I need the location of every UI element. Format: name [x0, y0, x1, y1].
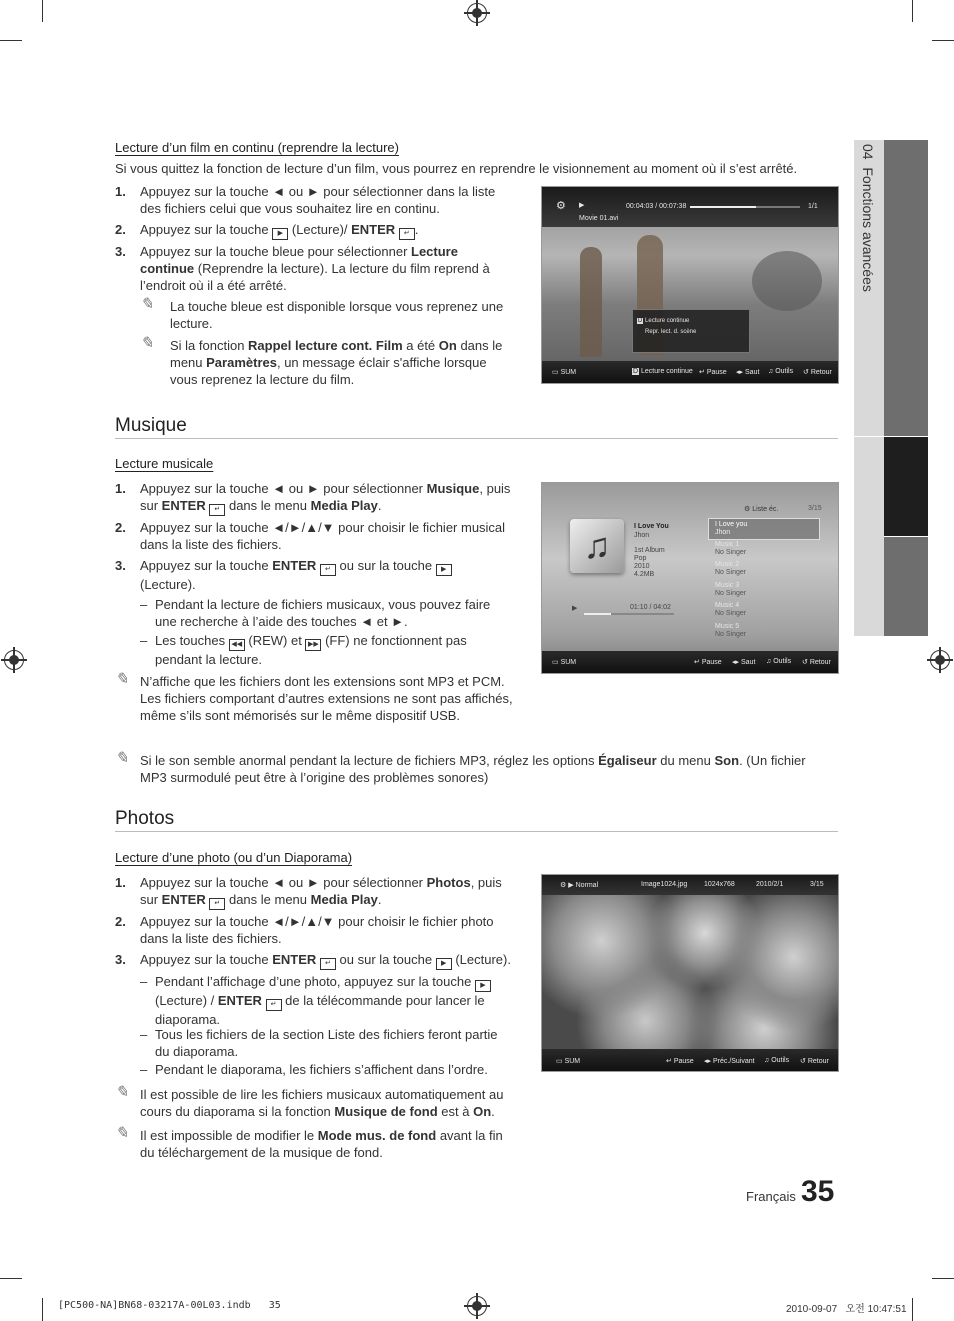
resume-popup: D Lecture continue Repr. lect. d. scène	[632, 309, 750, 353]
registration-mark-left	[4, 650, 24, 670]
film-subheading: Lecture d’un film en continu (reprendre la lecture)	[115, 140, 399, 155]
play-icon: ▶	[572, 605, 578, 612]
music-note-2: Si le son semble anormal pendant la lecture de fichiers MP3, réglez les options Égaliseur du menu Son. (Un fichier MP3 surmodulé peut être à l’origine des problèmes sonores)	[140, 753, 806, 785]
registration-mark-bottom	[467, 1296, 487, 1316]
film-note-1: La touche bleue est disponible lorsque vous reprenez une lecture.	[170, 299, 504, 331]
film-icon: ⚙	[556, 200, 566, 212]
footer-language: Français	[746, 1189, 796, 1204]
footer-date: 2010-09-07 오전 10:47:51	[786, 1304, 907, 1315]
film-note-2: Si la fonction Rappel lecture cont. Film a été On dans le menu Paramètres, un message éclair s'affiche lorsque vous reprenez la lecture du film.	[170, 338, 503, 387]
side-tab-mid	[884, 537, 928, 636]
film-intro: Si vous quittez la fonction de lecture d’un film, vous pourrez en reprendre le visionnement au moment où il s’est arrêté.	[115, 161, 798, 176]
side-tab-grey	[854, 437, 884, 636]
note-icon: ✎	[115, 1125, 129, 1142]
photo-note-2: Il est impossible de modifier le Mode mus. de fond avant la fin du téléchargement de la musique de fond.	[140, 1128, 503, 1160]
side-tab-active	[854, 140, 928, 436]
chapter-title: Fonctions avancées	[860, 167, 876, 292]
music-note-1: N’affiche que les fichiers dont les extensions sont MP3 et PCM. Les fichiers comportant d’autres extensions ne sont pas affichés, même s’ils sont mémorisés sur le même dispositif USB.	[140, 674, 513, 723]
note-icon: ✎	[140, 296, 154, 313]
photo-note-1: Il est possible de lire les fichiers musicaux automatiquement au cours du diaporama si la fonction Musique de fond est à On.	[140, 1087, 504, 1119]
photos-heading: Photos	[115, 808, 175, 829]
photo-step-1: Appuyez sur la touche ◄ ou ► pour sélectionner Photos, puis sur ENTER ↵ dans le menu Media Play.	[140, 874, 510, 910]
photo-step-2: Appuyez sur la touche ◄/►/▲/▼ pour choisir le fichier photo dans la liste des fichiers.	[140, 914, 494, 946]
film-step-2: Appuyez sur la touche ▶ (Lecture)/ ENTER ↵ .	[140, 221, 510, 240]
note-icon: ✎	[140, 335, 154, 352]
music-dash-2: Les touches ◀◀ (REW) et ▶▶ (FF) ne fonctionnent pas pendant la lecture.	[155, 633, 467, 667]
note-icon: ✎	[115, 671, 129, 688]
side-tab-dark	[884, 437, 928, 536]
registration-mark-right	[930, 650, 950, 670]
photo-dash-3: Pendant le diaporama, les fichiers s’affichent dans l’ordre.	[155, 1062, 488, 1077]
photo-step-3: Appuyez sur la touche ENTER ↵ ou sur la touche ▶ (Lecture).	[140, 951, 520, 970]
film-step-3: Appuyez sur la touche bleue pour sélectionner Lecture continue (Reprendre la lecture). La lecture du film reprend à l’endroit où il a été arrêté.	[140, 244, 490, 293]
photos-subheading: Lecture d’une photo (ou d’un Diaporama)	[115, 850, 353, 865]
musique-heading: Musique	[115, 415, 187, 436]
photo-dash-2: Tous les fichiers de la section Liste des fichiers feront partie du diaporama.	[155, 1027, 498, 1059]
music-step-1: Appuyez sur la touche ◄ ou ► pour sélectionner Musique, puis sur ENTER ↵ dans le menu Media Play.	[140, 480, 515, 516]
music-step-3: Appuyez sur la touche ENTER ↵ ou sur la touche ▶ (Lecture).	[140, 557, 470, 593]
music-screenshot: ⚙ Liste éc. 3/15 ♫ I Love You Jhon 1st Album Pop 2010 4.2MB ▶ 01:10 / 04:02 I Love you Jhon Music 1 No Singer Music 2 No Singer Music 3 No Singer Music 4 No Singer Music 5 No Singer ▭ SUM ↵ Pause ◂▸ Saut ♫ Outils ↺ Retour	[541, 482, 839, 674]
music-dash-1: Pendant la lecture de fichiers musicaux, vous pouvez faire une recherche à l’aide des touches ◄ et ►.	[155, 597, 491, 629]
apples-photo	[542, 893, 838, 1053]
note-icon: ✎	[115, 750, 129, 767]
registration-mark-top	[467, 3, 487, 23]
album-art: ♫	[570, 519, 624, 573]
chapter-number: 04	[860, 144, 876, 160]
film-step-1: Appuyez sur la touche ◄ ou ► pour sélectionner dans la liste des fichiers celui que vous souhaitez lire en continu.	[140, 184, 496, 216]
page-number: 35	[801, 1175, 835, 1208]
photo-screenshot: ⚙ ▶ Normal Image1024.jpg 1024x768 2010/2/1 3/15 ▭ SUM ↵ Pause ◂▸ Préc./Suivant ♫ Outils ↺ Retour	[541, 874, 839, 1072]
photo-dash-1: Pendant l’affichage d’une photo, appuyez sur la touche ▶ (Lecture) / ENTER ↵ de la télécommande pour lancer le diaporama.	[155, 973, 515, 1028]
musique-subheading: Lecture musicale	[115, 456, 214, 471]
footer-file: [PC500-NA]BN68-03217A-00L03.indb 35	[58, 1300, 281, 1311]
note-icon: ✎	[115, 1084, 129, 1101]
music-step-2: Appuyez sur la touche ◄/►/▲/▼ pour choisir le fichier musical dans la liste des fichiers.	[140, 520, 506, 552]
film-screenshot: ⚙ ▶ 00:04:03 / 00:07:38 1/1 Movie 01.avi D Lecture continue Repr. lect. d. scène ▭ SUM D Lecture continue ↵ Pause ◂▸ Saut ♫ Outils ↺ Retour	[541, 186, 839, 384]
play-icon: ▶	[579, 202, 585, 209]
